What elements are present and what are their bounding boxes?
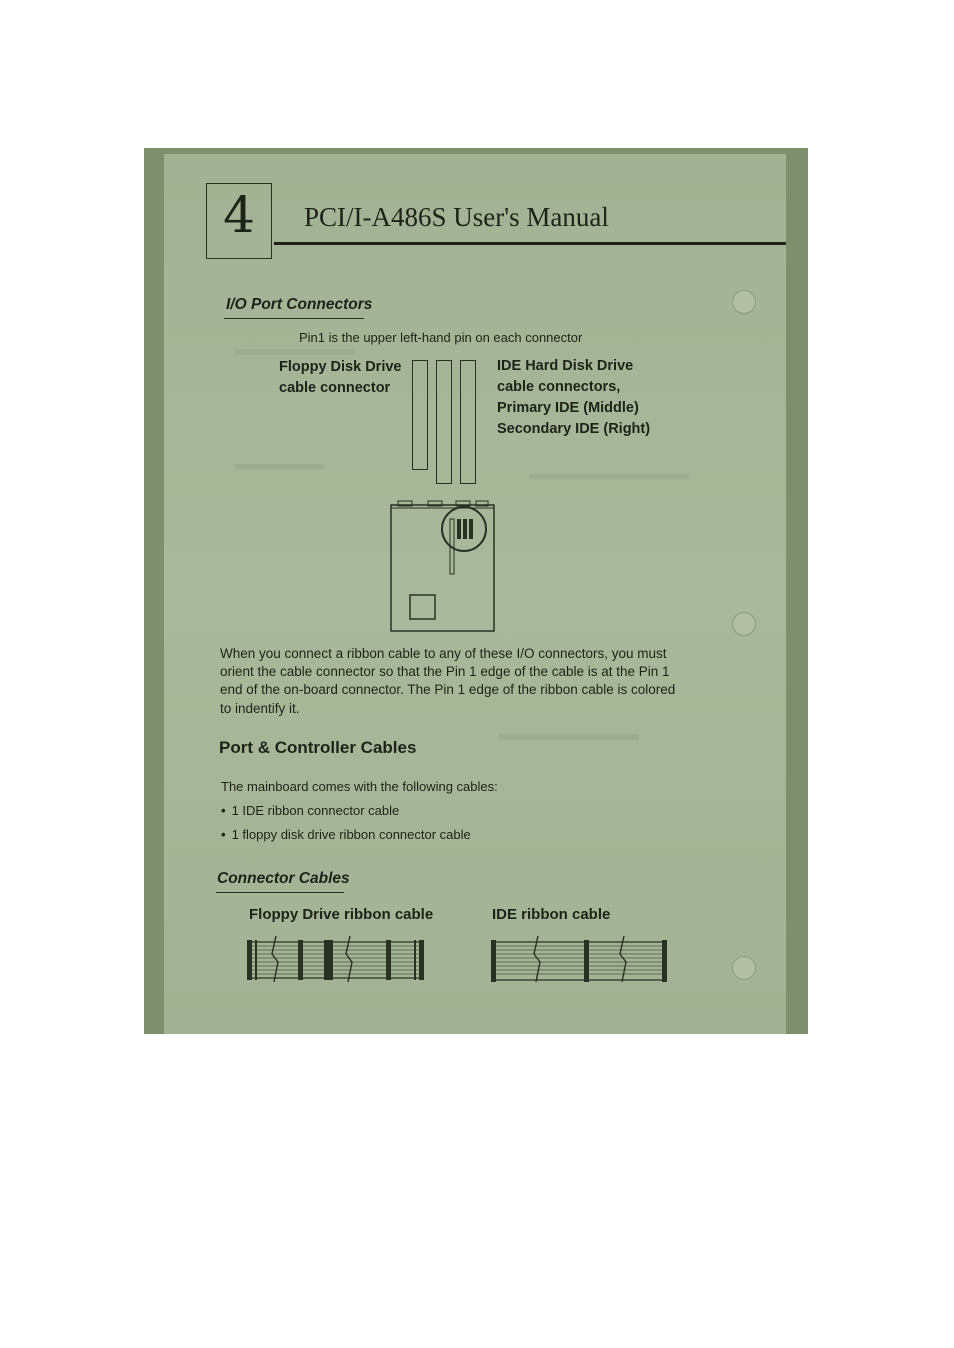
- floppy-ribbon-cable: [246, 936, 426, 984]
- floppy-cable-label: Floppy Drive ribbon cable: [249, 906, 434, 923]
- ide-cable-label: IDE ribbon cable: [492, 906, 611, 923]
- mainboard-diagram: [388, 499, 500, 635]
- punch-hole: [732, 612, 756, 636]
- manual-title: PCI/I-A486S User's Manual: [304, 202, 609, 232]
- bleed-through: [499, 734, 639, 740]
- list-item: • 1 IDE ribbon connector cable: [221, 803, 400, 818]
- secondary-ide-connector: [460, 360, 476, 484]
- chapter-number: 4: [223, 186, 255, 244]
- connector-cables-rule: [216, 892, 344, 893]
- io-heading: I/O Port Connectors: [226, 296, 373, 313]
- port-cables-heading: Port & Controller Cables: [219, 738, 417, 757]
- connector-cables-heading: Connector Cables: [217, 870, 350, 887]
- bleed-through: [234, 349, 354, 355]
- ide-connector-label: IDE Hard Disk Drive cable connectors, Primary IDE (Middle) Secondary IDE (Right): [497, 358, 651, 437]
- cables-intro: The mainboard comes with the following cables:: [221, 779, 498, 794]
- orientation-paragraph: When you connect a ribbon cable to any of these I/O connectors, you must orient the cable connector so that the Pin 1 edge of the cable is at the Pin 1 end of the on-board connector. The Pin 1 edge of the ribbon cable is colored to indentify it.: [220, 646, 676, 716]
- bleed-through: [234, 464, 324, 469]
- bullet-icon: •: [221, 803, 226, 818]
- bullet-icon: •: [221, 827, 226, 842]
- ide-ribbon-cable: [490, 936, 670, 984]
- chapter-box: [206, 183, 272, 259]
- primary-ide-connector: [436, 360, 452, 484]
- title-rule: [274, 242, 786, 245]
- punch-hole: [732, 956, 756, 980]
- list-item: • 1 floppy disk drive ribbon connector cable: [221, 827, 471, 842]
- io-heading-rule: [224, 318, 364, 319]
- manual-page: [164, 154, 786, 1034]
- floppy-connector-label: Floppy Disk Drive cable connector: [279, 359, 402, 396]
- document-photo: [144, 148, 808, 1034]
- floppy-connector: [412, 360, 428, 470]
- bleed-through: [529, 474, 689, 479]
- pin1-note: Pin1 is the upper left-hand pin on each connector: [299, 330, 583, 345]
- punch-hole: [732, 290, 756, 314]
